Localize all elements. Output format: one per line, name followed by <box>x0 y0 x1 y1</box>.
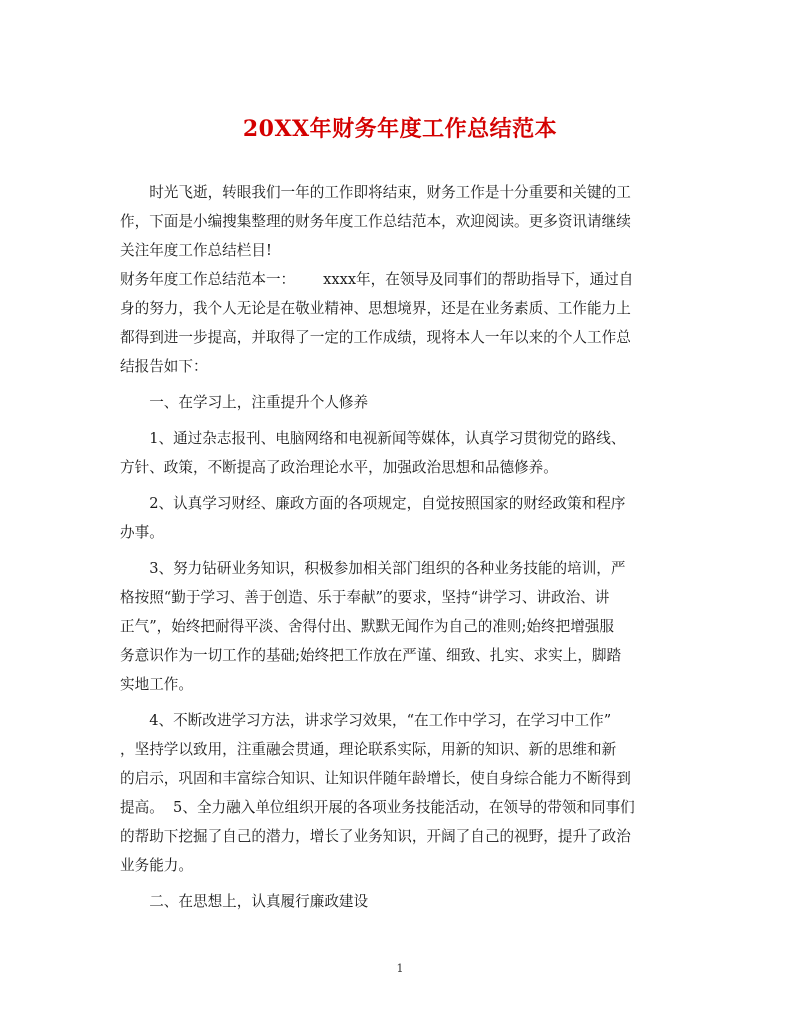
section2-heading: 二、在思想上，认真履行廉政建设 <box>149 893 369 910</box>
item4-line-1: 4、不断改进学习方法，讲求学习效果，“在工作中学习，在学习中工作” <box>149 712 612 729</box>
item4-line-2: ，坚持学以致用，注重融会贯通，理论联系实际，用新的知识、新的思维和新 <box>120 741 617 758</box>
intro-line-2: 作，下面是小编搜集整理的财务年度工作总结范本，欢迎阅读。更多资讯请继续 <box>120 213 631 230</box>
sample1-paragraph <box>120 265 680 381</box>
section1-heading: 一、在学习上，注重提升个人修养 <box>149 394 369 411</box>
item4-line-6: 业务能力。 <box>120 857 193 874</box>
item4-paragraph <box>120 706 680 880</box>
item1-line-1: 1、通过杂志报刊、电脑网络和电视新闻等媒体，认真学习贯彻党的路线、 <box>149 430 626 447</box>
item2-line-1: 2、认真学习财经、廉政方面的各项规定，自觉按照国家的财经政策和程序 <box>149 495 626 512</box>
sample1-label: 财务年度工作总结范本一： <box>120 271 296 288</box>
sample1-line-2: 身的努力，我个人无论是在敬业精神、思想境界，还是在业务素质、工作能力上 <box>120 300 631 317</box>
intro-line-1: 时光飞逝，转眼我们一年的工作即将结束，财务工作是十分重要和关键的工 <box>149 184 631 201</box>
item1-line-2: 方针、政策，不断提高了政治理论水平，加强政治思想和品德修养。 <box>120 459 558 476</box>
item3-line-1: 3、努力钻研业务知识，积极参加相关部门组织的各种业务技能的培训，严 <box>149 560 626 577</box>
document-body <box>120 178 680 916</box>
sample1-line-1-rest: xxxx年，在领导及同事们的帮助指导下，通过自 <box>323 271 634 288</box>
item4-line-5: 的帮助下挖掘了自己的潜力，增长了业务知识，开阔了自己的视野，提升了政治 <box>120 828 631 845</box>
sample1-line-4: 结报告如下： <box>120 358 208 375</box>
item2-paragraph <box>120 489 680 547</box>
sample1-line-3: 都得到进一步提高，并取得了一定的工作成绩，现将本人一年以来的个人工作总 <box>120 329 631 346</box>
item3-line-3: 正气”，始终把耐得平淡、舍得付出、默默无闻作为自己的准则;始终把增强服 <box>120 618 614 635</box>
intro-line-3: 关注年度工作总结栏目! <box>120 242 272 259</box>
intro-paragraph <box>120 178 680 265</box>
item2-line-2: 办事。 <box>120 524 164 541</box>
item1-paragraph <box>120 424 680 482</box>
sample1-line-1 <box>120 265 680 294</box>
item3-line-4: 务意识作为一切工作的基础;始终把工作放在严谨、细致、扎实、求实上，脚踏 <box>120 647 622 664</box>
item3-paragraph <box>120 554 680 699</box>
page-number: 1 <box>396 962 404 975</box>
document-title: 20XX年财务年度工作总结范本 <box>242 116 558 142</box>
item3-line-2: 格按照“勤于学习、善于创造、乐于奉献”的要求，坚持“讲学习、讲政治、讲 <box>120 589 610 606</box>
item4-line-3: 的启示，巩固和丰富综合知识、让知识伴随年龄增长，使自身综合能力不断得到 <box>120 770 631 787</box>
item4-line-4: 提高。 5、全力融入单位组织开展的各项业务技能活动，在领导的带领和同事们 <box>120 799 635 816</box>
item3-line-5: 实地工作。 <box>120 676 193 693</box>
